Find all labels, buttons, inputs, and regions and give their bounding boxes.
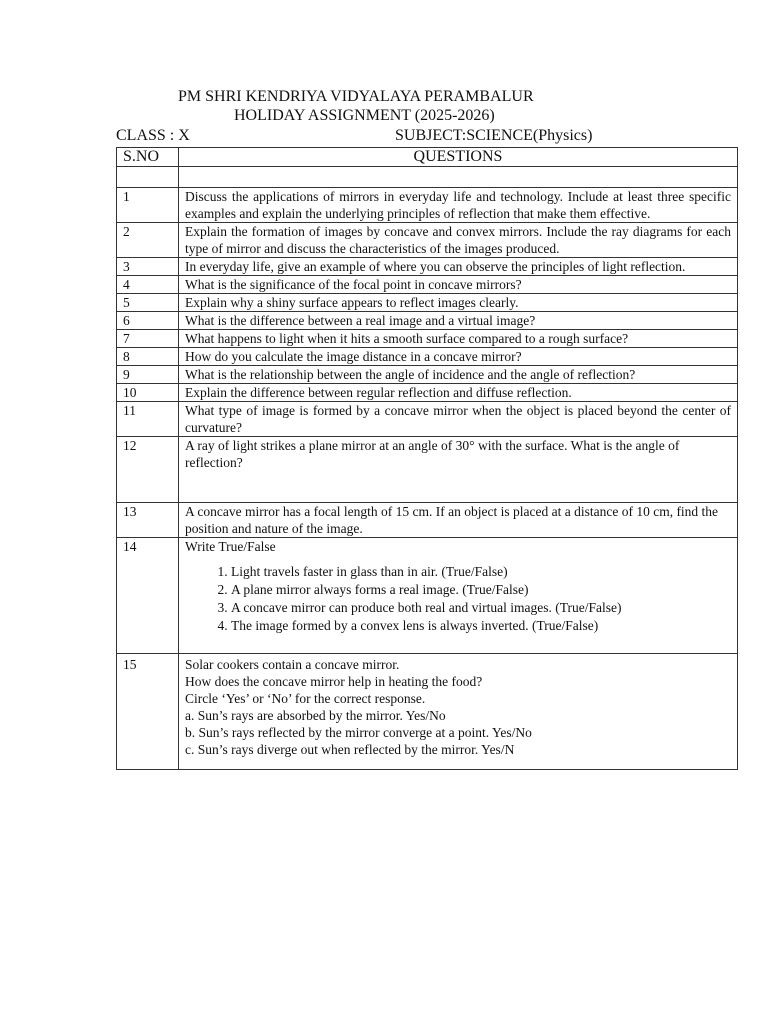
question-number: 6 [117, 312, 179, 330]
questions-table [116, 147, 738, 770]
table-header-row [117, 148, 738, 167]
table-row [117, 276, 738, 294]
table-row [117, 223, 738, 258]
class-label: CLASS : X [116, 127, 190, 144]
question-number: 13 [117, 503, 179, 538]
question-line: a. Sun’s rays are absorbed by the mirror. Yes/No [185, 708, 446, 723]
question-text: What is the difference between a real image and a virtual image? [179, 312, 738, 330]
list-item: 3. A concave mirror can produce both real and virtual images. (True/False) [231, 599, 731, 617]
question-text: Discuss the applications of mirrors in everyday life and technology. Include at least three specific examples and explain the underlying principles of reflection that make them effective. [179, 188, 738, 223]
table-row [117, 312, 738, 330]
question-line: How does the concave mirror help in heating the food? [185, 674, 483, 689]
table-row [117, 294, 738, 312]
question-number: 9 [117, 366, 179, 384]
table-row [117, 503, 738, 538]
question-text: In everyday life, give an example of where you can observe the principles of light reflection. [179, 258, 738, 276]
question-text: What happens to light when it hits a smooth surface compared to a rough surface? [179, 330, 738, 348]
question-line: Solar cookers contain a concave mirror. [185, 657, 400, 672]
table-row [117, 654, 738, 770]
table-row [117, 366, 738, 384]
question-text: Explain the formation of images by concave and convex mirrors. Include the ray diagrams for each type of mirror and discuss the characteristics of the images produced. [179, 223, 738, 258]
question-number: 11 [117, 402, 179, 437]
empty-cell [117, 167, 179, 188]
questions-header: QUESTIONS [179, 148, 738, 167]
question-line: Circle ‘Yes’ or ‘No’ for the correct response. [185, 691, 426, 706]
question-line: b. Sun’s rays reflected by the mirror converge at a point. Yes/No [185, 725, 532, 740]
question-number: 3 [117, 258, 179, 276]
question-number: 12 [117, 437, 179, 503]
question-number: 4 [117, 276, 179, 294]
list-item: 1. Light travels faster in glass than in air. (True/False) [231, 563, 731, 581]
question-number: 5 [117, 294, 179, 312]
table-row [117, 188, 738, 223]
empty-cell [179, 167, 738, 188]
question-text: What is the relationship between the angle of incidence and the angle of reflection? [179, 366, 738, 384]
question-text: What type of image is formed by a concave mirror when the object is placed beyond the center of curvature? [179, 402, 738, 437]
table-row [117, 384, 738, 402]
question-text: A ray of light strikes a plane mirror at an angle of 30° with the surface. What is the angle of reflection? [179, 437, 738, 503]
empty-row [117, 167, 738, 188]
table-row [117, 330, 738, 348]
question-line: c. Sun’s rays diverge out when reflected by the mirror. Yes/N [185, 742, 515, 757]
question-text: A concave mirror has a focal length of 15 cm. If an object is placed at a distance of 10 cm, find the position and nature of the image. [179, 503, 738, 538]
question-text [179, 538, 738, 654]
subject-label: SUBJECT:SCIENCE(Physics) [395, 127, 593, 144]
question-number: 1 [117, 188, 179, 223]
true-false-intro: Write True/False [185, 539, 276, 554]
question-number: 2 [117, 223, 179, 258]
question-text: What is the significance of the focal point in concave mirrors? [179, 276, 738, 294]
list-item: 4. The image formed by a convex lens is always inverted. (True/False) [231, 617, 731, 635]
question-number: 8 [117, 348, 179, 366]
table-row [117, 258, 738, 276]
question-text [179, 654, 738, 770]
sno-header: S.NO [117, 148, 179, 167]
table-row [117, 437, 738, 503]
question-number: 15 [117, 654, 179, 770]
assignment-title: HOLIDAY ASSIGNMENT (2025-2026) [234, 107, 495, 124]
true-false-list [185, 563, 731, 635]
question-text: Explain why a shiny surface appears to reflect images clearly. [179, 294, 738, 312]
table-row [117, 348, 738, 366]
list-item: 2. A plane mirror always forms a real image. (True/False) [231, 581, 731, 599]
question-text: How do you calculate the image distance in a concave mirror? [179, 348, 738, 366]
question-number: 14 [117, 538, 179, 654]
question-number: 7 [117, 330, 179, 348]
school-name: PM SHRI KENDRIYA VIDYALAYA PERAMBALUR [178, 88, 534, 105]
table-row [117, 538, 738, 654]
table-row [117, 402, 738, 437]
question-text: Explain the difference between regular reflection and diffuse reflection. [179, 384, 738, 402]
question-number: 10 [117, 384, 179, 402]
